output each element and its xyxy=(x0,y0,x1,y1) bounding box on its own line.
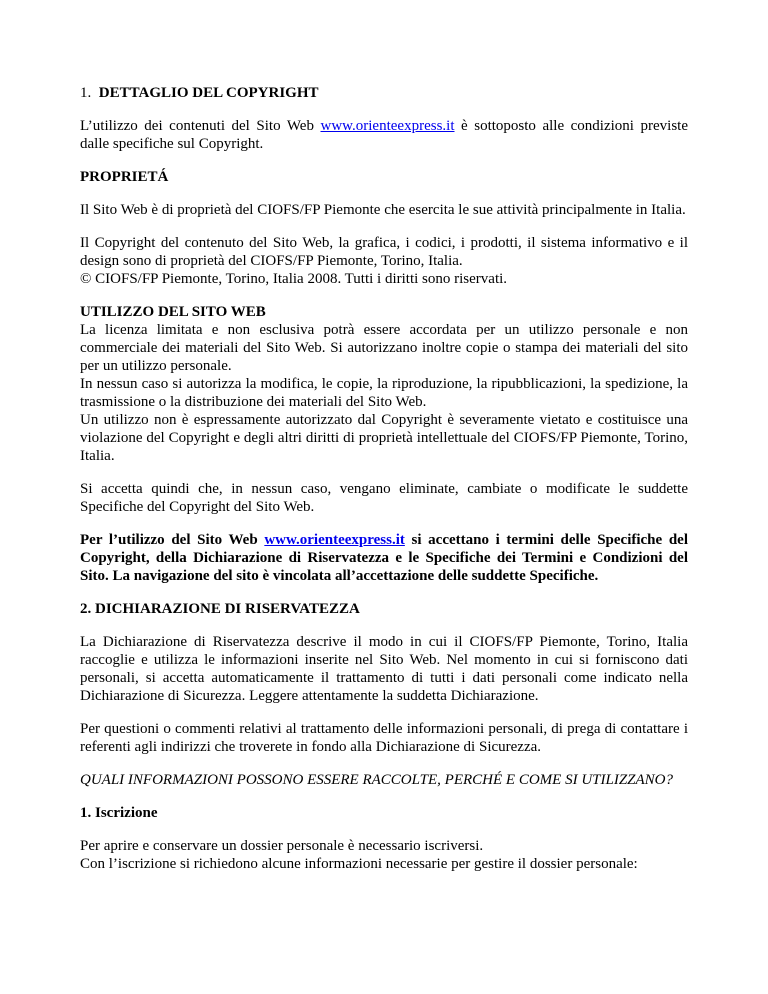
riservatezza-paragraph-1: La Dichiarazione di Riservatezza descrive il modo in cui il CIOFS/FP Piemonte, Torino, Italia raccoglie e utilizza le informazioni inserite nel Sito Web. Nel momento in cui si forniscono dati personali, si accetta automaticamente il trattamento di tutti i dati personali come indicato nella Dichiarazione di Sicurezza. Leggere attentamente la suddetta Dichiarazione. xyxy=(80,634,688,704)
section1-heading xyxy=(80,84,688,102)
acceptance-text-before: Per l’utilizzo del Sito Web xyxy=(80,532,265,548)
utilizzo-heading: UTILIZZO DEL SITO WEB xyxy=(80,304,266,320)
section1-title: DETTAGLIO DEL COPYRIGHT xyxy=(98,85,319,101)
proprieta-paragraph-1: Il Sito Web è di proprietà del CIOFS/FP Piemonte che esercita le sue attività principalmente in Italia. xyxy=(80,202,686,218)
proprieta-paragraph-2: Il Copyright del contenuto del Sito Web, la grafica, i codici, i prodotti, il sistema informativo e il design sono di proprietà del CIOFS/FP Piemonte, Torino, Italia. xyxy=(80,235,688,269)
intro-text-after: è sottoposto alle condizioni previste dalle specifiche sul Copyright. xyxy=(80,118,688,152)
section1-number: 1. xyxy=(80,85,92,101)
acceptance-paragraph xyxy=(80,531,688,585)
question-heading: QUALI INFORMAZIONI POSSONO ESSERE RACCOLTE, PERCHÉ E COME SI UTILIZZANO? xyxy=(80,772,674,788)
site-link[interactable]: www.orienteexpress.it xyxy=(320,118,455,134)
utilizzo-paragraph-4: Si accetta quindi che, in nessun caso, vengano eliminate, cambiate o modificate le suddette Specifiche del Copyright del Sito Web. xyxy=(80,481,688,515)
utilizzo-paragraph-2: In nessun caso si autorizza la modifica, le copie, la riproduzione, la ripubblicazioni, la spedizione, la trasmissione o la distribuzione dei materiali del Sito Web. xyxy=(80,376,688,410)
iscrizione-heading: 1. Iscrizione xyxy=(80,805,158,821)
copyright-notice: © CIOFS/FP Piemonte, Torino, Italia 2008. Tutti i diritti sono riservati. xyxy=(80,271,508,287)
copyright-intro xyxy=(80,117,688,153)
section2-heading: 2. DICHIARAZIONE DI RISERVATEZZA xyxy=(80,601,360,617)
site-link-bold[interactable]: www.orienteexpress.it xyxy=(264,532,405,548)
iscrizione-line-1: Per aprire e conservare un dossier personale è necessario iscriversi. xyxy=(80,838,484,854)
utilizzo-paragraph-3: Un utilizzo non è espressamente autorizzato dal Copyright è severamente vietato e costituisce una violazione del Copyright e degli altri diritti di proprietà intellettuale del CIOFS/FP Piemonte, Torino, Italia. xyxy=(80,412,688,464)
intro-text-before: L’utilizzo dei contenuti del Sito Web xyxy=(80,118,321,134)
proprieta-heading: PROPRIETÁ xyxy=(80,169,169,185)
utilizzo-paragraph-1: La licenza limitata e non esclusiva potrà essere accordata per un utilizzo personale e non commerciale dei materiali del Sito Web. Si autorizzano inoltre copie o stampa dei materiali del sito per un utilizzo personale. xyxy=(80,322,688,374)
acceptance-text-after: si accettano i termini delle Specifiche del Copyright, della Dichiarazione di Riservatezza e le Specifiche dei Termini e Condizioni del Sito. La navigazione del sito è vincolata all’accettazione delle suddette Specifiche. xyxy=(80,532,688,584)
iscrizione-line-2: Con l’iscrizione si richiedono alcune informazioni necessarie per gestire il dossier personale: xyxy=(80,856,638,872)
riservatezza-paragraph-2: Per questioni o commenti relativi al trattamento delle informazioni personali, di prega di contattare i referenti agli indirizzi che troverete in fondo alla Dichiarazione di Sicurezza. xyxy=(80,721,688,755)
